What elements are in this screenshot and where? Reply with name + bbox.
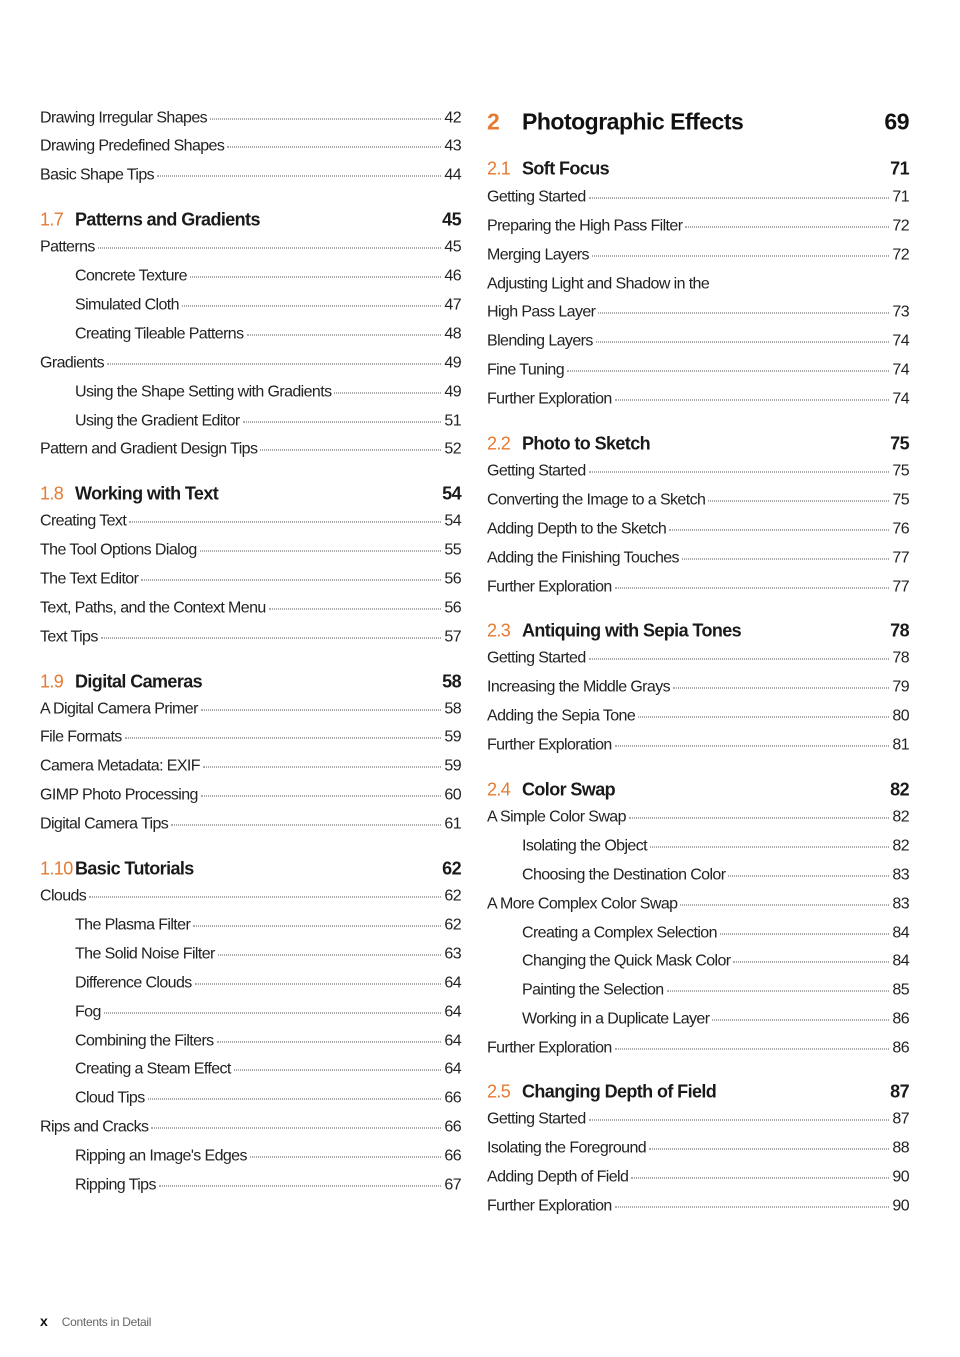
page-ref: 84	[892, 924, 909, 942]
dot-leader	[733, 962, 889, 963]
entry-title: Adding Depth of Field	[487, 1168, 629, 1186]
page-ref: 74	[892, 361, 909, 379]
toc-entry	[487, 1011, 909, 1040]
dot-leader	[98, 248, 442, 249]
dot-leader	[615, 746, 890, 747]
entry-title: Getting Started	[487, 462, 586, 480]
dot-leader	[631, 1178, 889, 1179]
entry-title: Fog	[75, 1003, 101, 1021]
entry-title: Gradients	[40, 354, 104, 372]
entry-title: Difference Clouds	[75, 974, 192, 992]
entry-title: A Simple Color Swap	[487, 808, 626, 826]
section-title: Antiquing with Sepia Tones	[522, 620, 742, 641]
entry-title: The Tool Options Dialog	[40, 541, 197, 559]
dot-leader	[649, 1149, 889, 1150]
entry-title: Digital Camera Tips	[40, 815, 169, 833]
toc-entry	[40, 975, 461, 1004]
page-ref: 47	[444, 296, 461, 314]
toc-entry	[40, 816, 461, 845]
dot-leader	[728, 876, 889, 877]
entry-title: Rips and Cracks	[40, 1118, 149, 1136]
page-ref: 52	[444, 440, 461, 458]
page-ref: 46	[444, 267, 461, 285]
page-ref: 86	[892, 1039, 909, 1057]
toc-entry	[40, 441, 461, 470]
toc-entry	[487, 1198, 909, 1227]
entry-title: File Formats	[40, 728, 122, 746]
page-ref: 56	[444, 599, 461, 617]
entry-title: Cloud Tips	[75, 1089, 145, 1107]
toc-entry	[40, 701, 461, 730]
page-ref: 67	[444, 1176, 461, 1194]
toc-entry	[40, 917, 461, 946]
toc-entry	[487, 809, 909, 838]
page-ref: 73	[892, 303, 909, 321]
entry-title: Working in a Duplicate Layer	[522, 1010, 710, 1028]
dot-leader	[260, 450, 441, 451]
page-ref: 45	[442, 209, 461, 230]
entry-title: Drawing Irregular Shapes	[40, 109, 208, 127]
page-ref: 84	[892, 952, 909, 970]
dot-leader	[685, 227, 889, 228]
toc-entry	[40, 513, 461, 542]
toc-entry	[40, 1004, 461, 1033]
dot-leader	[682, 559, 889, 560]
toc-entry	[40, 326, 461, 355]
page-ref: 81	[892, 736, 909, 754]
section-title: Working with Text	[75, 483, 219, 504]
toc-entry	[487, 304, 909, 333]
toc-entry	[40, 1090, 461, 1119]
dot-leader	[210, 119, 441, 120]
entry-title: Further Exploration	[487, 578, 612, 596]
toc-entry	[40, 946, 461, 975]
entry-title: Getting Started	[487, 649, 586, 667]
page-ref: 61	[444, 815, 461, 833]
page-ref: 49	[444, 354, 461, 372]
toc-entry	[487, 521, 909, 550]
toc-entry	[487, 953, 909, 982]
toc-entry	[487, 708, 909, 737]
page-ref: 72	[892, 217, 909, 235]
entry-title: Blending Layers	[487, 332, 593, 350]
dot-leader	[193, 926, 441, 927]
footer-label: Contents in Detail	[61, 1315, 152, 1329]
toc-entry	[487, 550, 909, 579]
dot-leader	[615, 1207, 890, 1208]
chapter-title: Photographic Effects	[522, 108, 744, 135]
page-ref: 58	[444, 700, 461, 718]
entry-title: Choosing the Destination Color	[522, 866, 726, 884]
dot-leader	[182, 306, 441, 307]
page-ref: 43	[444, 137, 461, 155]
entry-title: Drawing Predefined Shapes	[40, 137, 225, 155]
page-ref: 79	[892, 678, 909, 696]
entry-title: Adding Depth to the Sketch	[487, 520, 667, 538]
page-ref: 64	[444, 1060, 461, 1078]
page-ref: 54	[444, 512, 461, 530]
toc-entry	[487, 1040, 909, 1069]
toc-section	[487, 780, 909, 809]
entry-title: Clouds	[40, 887, 87, 905]
dot-leader	[227, 147, 441, 148]
toc-entry	[487, 463, 909, 492]
toc-entry	[40, 355, 461, 384]
toc-entry	[40, 629, 461, 658]
section-number: 2.1	[487, 158, 511, 179]
dot-leader	[218, 955, 442, 956]
page-ref: 77	[892, 578, 909, 596]
toc-entry	[40, 297, 461, 326]
entry-title: Creating a Steam Effect	[75, 1060, 231, 1078]
page-ref: 59	[444, 728, 461, 746]
toc-entry	[40, 888, 461, 917]
section-title: Patterns and Gradients	[75, 209, 260, 230]
toc-entry	[40, 384, 461, 413]
page-ref: 88	[892, 1139, 909, 1157]
toc-section	[487, 159, 909, 188]
entry-title: Adding the Finishing Touches	[487, 549, 679, 567]
dot-leader	[200, 551, 442, 552]
section-number: 2.2	[487, 433, 511, 454]
toc-entry	[40, 167, 461, 196]
page-ref: 55	[444, 541, 461, 559]
dot-leader	[592, 256, 890, 257]
dot-leader	[673, 688, 889, 689]
page-ref: 78	[892, 649, 909, 667]
toc-chapter	[487, 109, 909, 138]
toc-entry	[40, 542, 461, 571]
entry-title: A More Complex Color Swap	[487, 895, 678, 913]
page-ref: 69	[884, 108, 909, 135]
entry-title: Further Exploration	[487, 390, 612, 408]
entry-title: Creating Tileable Patterns	[75, 325, 244, 343]
dot-leader	[107, 364, 441, 365]
toc-entry	[487, 982, 909, 1011]
page-ref: 82	[890, 779, 909, 800]
toc-entry	[487, 1111, 909, 1140]
toc-entry	[487, 1169, 909, 1198]
page-ref: 48	[444, 325, 461, 343]
page-ref: 49	[444, 383, 461, 401]
entry-title: Fine Tuning	[487, 361, 565, 379]
section-number: 2.3	[487, 620, 511, 641]
toc-entry	[487, 1140, 909, 1169]
entry-title: Ripping an Image's Edges	[75, 1147, 247, 1165]
page-ref: 64	[444, 974, 461, 992]
dot-leader	[203, 767, 441, 768]
page-ref: 57	[444, 628, 461, 646]
page-ref: 71	[890, 158, 909, 179]
entry-title: Pattern and Gradient Design Tips	[40, 440, 258, 458]
toc-section	[40, 859, 461, 888]
toc-section	[40, 672, 461, 701]
entry-title: Ripping Tips	[75, 1176, 156, 1194]
page-ref: 62	[442, 858, 461, 879]
page-ref: 80	[892, 707, 909, 725]
section-number: 1.10	[40, 858, 73, 879]
entry-title: Using the Gradient Editor	[75, 412, 240, 430]
dot-leader	[101, 638, 442, 639]
entry-title: Changing the Quick Mask Color	[522, 952, 731, 970]
toc-entry	[487, 896, 909, 925]
toc-entry	[40, 1033, 461, 1062]
toc-entry	[40, 571, 461, 600]
page-ref: 59	[444, 757, 461, 775]
dot-leader	[720, 934, 890, 935]
section-title: Changing Depth of Field	[522, 1081, 717, 1102]
toc-entry	[40, 1148, 461, 1177]
toc-entry	[40, 787, 461, 816]
entry-title: Adding the Sepia Tone	[487, 707, 636, 725]
dot-leader	[201, 710, 442, 711]
page-ref: 66	[444, 1118, 461, 1136]
toc-entry	[487, 579, 909, 608]
toc-entry	[40, 1177, 461, 1206]
entry-title: Isolating the Foreground	[487, 1139, 647, 1157]
section-title: Digital Cameras	[75, 671, 203, 692]
page-ref: 62	[444, 916, 461, 934]
entry-title: Using the Shape Setting with Gradients	[75, 383, 332, 401]
page-ref: 54	[442, 483, 461, 504]
entry-title: Camera Metadata: EXIF	[40, 757, 200, 775]
section-title: Basic Tutorials	[75, 858, 194, 879]
dot-leader	[141, 580, 441, 581]
dot-leader	[104, 1013, 442, 1014]
toc-section	[487, 434, 909, 463]
page-ref: 85	[892, 981, 909, 999]
toc-section	[487, 621, 909, 650]
toc-entry	[40, 268, 461, 297]
dot-leader	[708, 501, 889, 502]
section-number: 1.9	[40, 671, 64, 692]
dot-leader	[589, 198, 890, 199]
dot-leader	[669, 530, 889, 531]
toc-entry	[487, 333, 909, 362]
dot-leader	[680, 905, 889, 906]
toc-section	[40, 484, 461, 513]
entry-title: Text Tips	[40, 628, 98, 646]
toc-section	[40, 210, 461, 239]
dot-leader	[89, 897, 441, 898]
dot-leader	[589, 1120, 890, 1121]
section-title: Soft Focus	[522, 158, 609, 179]
entry-title: GIMP Photo Processing	[40, 786, 198, 804]
page-footer	[40, 1313, 151, 1329]
page-ref: 64	[444, 1003, 461, 1021]
page-ref: 87	[890, 1081, 909, 1102]
dot-leader	[129, 522, 441, 523]
entry-title: Concrete Texture	[75, 267, 187, 285]
page-ref: 75	[892, 491, 909, 509]
page-ref: 66	[444, 1089, 461, 1107]
toc-entry	[487, 362, 909, 391]
dot-leader	[589, 472, 890, 473]
dot-leader	[217, 1042, 442, 1043]
toc-entry	[487, 737, 909, 766]
toc-entry	[40, 758, 461, 787]
entry-title: Increasing the Middle Grays	[487, 678, 671, 696]
dot-leader	[334, 393, 441, 394]
dot-leader	[596, 342, 890, 343]
toc-entry	[40, 600, 461, 629]
page-ref: 44	[444, 166, 461, 184]
page-ref: 66	[444, 1147, 461, 1165]
toc-entry	[487, 925, 909, 954]
toc-entry	[40, 138, 461, 167]
page-ref: 60	[444, 786, 461, 804]
section-number: 1.7	[40, 209, 64, 230]
page-ref: 58	[442, 671, 461, 692]
entry-title: Creating Text	[40, 512, 127, 530]
page-ref: 63	[444, 945, 461, 963]
page-ref: 78	[890, 620, 909, 641]
dot-leader	[171, 825, 441, 826]
dot-leader	[250, 1157, 442, 1158]
dot-leader	[667, 991, 890, 992]
toc-entry	[40, 1119, 461, 1148]
page-ref: 74	[892, 332, 909, 350]
chapter-number: 2	[487, 108, 500, 135]
dot-leader	[125, 738, 442, 739]
entry-title: Getting Started	[487, 1110, 586, 1128]
section-number: 2.5	[487, 1081, 511, 1102]
dot-leader	[247, 335, 442, 336]
section-number: 1.8	[40, 483, 64, 504]
dot-leader	[598, 313, 889, 314]
dot-leader	[269, 609, 442, 610]
entry-title: The Solid Noise Filter	[75, 945, 215, 963]
toc-entry	[487, 650, 909, 679]
toc-entry	[40, 239, 461, 268]
toc-entry	[487, 247, 909, 276]
page-ref: 76	[892, 520, 909, 538]
page-ref: 83	[892, 895, 909, 913]
dot-leader	[243, 422, 442, 423]
entry-title: Further Exploration	[487, 1197, 612, 1215]
dot-leader	[712, 1020, 889, 1021]
toc-entry	[40, 729, 461, 758]
page-ref: 82	[892, 808, 909, 826]
dot-leader	[159, 1186, 442, 1187]
page-number: x	[40, 1313, 48, 1329]
page-ref: 72	[892, 246, 909, 264]
dot-leader	[567, 371, 889, 372]
entry-title: A Digital Camera Primer	[40, 700, 198, 718]
entry-title: Basic Shape Tips	[40, 166, 155, 184]
entry-title: Converting the Image to a Sketch	[487, 491, 706, 509]
toc-entry	[40, 413, 461, 442]
dot-leader	[615, 1049, 890, 1050]
entry-title: Further Exploration	[487, 1039, 612, 1057]
entry-title: The Plasma Filter	[75, 916, 191, 934]
page-ref: 62	[444, 887, 461, 905]
section-title: Color Swap	[522, 779, 616, 800]
entry-title: Further Exploration	[487, 736, 612, 754]
dot-leader	[629, 818, 890, 819]
dot-leader	[615, 400, 890, 401]
entry-title: Merging Layers	[487, 246, 589, 264]
entry-title: The Text Editor	[40, 570, 139, 588]
page-ref: 83	[892, 866, 909, 884]
toc-entry	[487, 276, 909, 305]
dot-leader	[234, 1070, 442, 1071]
dot-leader	[201, 796, 442, 797]
toc-entry	[487, 218, 909, 247]
toc-entry	[487, 391, 909, 420]
toc-entry	[487, 867, 909, 896]
entry-title: High Pass Layer	[487, 303, 596, 321]
toc-entry	[487, 492, 909, 521]
entry-title: Creating a Complex Selection	[522, 924, 717, 942]
dot-leader	[638, 717, 889, 718]
entry-title: Preparing the High Pass Filter	[487, 217, 683, 235]
page-ref: 71	[892, 188, 909, 206]
entry-title: Painting the Selection	[522, 981, 664, 999]
page-ref: 75	[890, 433, 909, 454]
page-ref: 51	[444, 412, 461, 430]
page-ref: 90	[892, 1197, 909, 1215]
toc-entry	[487, 189, 909, 218]
page-ref: 77	[892, 549, 909, 567]
page-ref: 87	[892, 1110, 909, 1128]
dot-leader	[589, 659, 890, 660]
section-title: Photo to Sketch	[522, 433, 651, 454]
page-ref: 56	[444, 570, 461, 588]
toc-entry	[40, 110, 461, 139]
dot-leader	[157, 176, 441, 177]
entry-title: Isolating the Object	[522, 837, 647, 855]
toc-entry	[40, 1061, 461, 1090]
dot-leader	[615, 588, 890, 589]
section-number: 2.4	[487, 779, 511, 800]
page-ref: 45	[444, 238, 461, 256]
entry-title: Adjusting Light and Shadow in the	[487, 275, 710, 293]
page-ref: 74	[892, 390, 909, 408]
page-ref: 86	[892, 1010, 909, 1028]
dot-leader	[190, 277, 441, 278]
entry-title: Getting Started	[487, 188, 586, 206]
page-ref: 90	[892, 1168, 909, 1186]
entry-title: Text, Paths, and the Context Menu	[40, 599, 266, 617]
dot-leader	[650, 847, 889, 848]
toc-section	[487, 1082, 909, 1111]
page-ref: 42	[444, 109, 461, 127]
entry-title: Simulated Cloth	[75, 296, 179, 314]
dot-leader	[148, 1099, 442, 1100]
dot-leader	[151, 1128, 441, 1129]
page-ref: 82	[892, 837, 909, 855]
toc-entry	[487, 679, 909, 708]
page-ref: 75	[892, 462, 909, 480]
toc-entry	[487, 838, 909, 867]
page-ref: 64	[444, 1032, 461, 1050]
dot-leader	[195, 984, 442, 985]
entry-title: Combining the Filters	[75, 1032, 214, 1050]
entry-title: Patterns	[40, 238, 95, 256]
